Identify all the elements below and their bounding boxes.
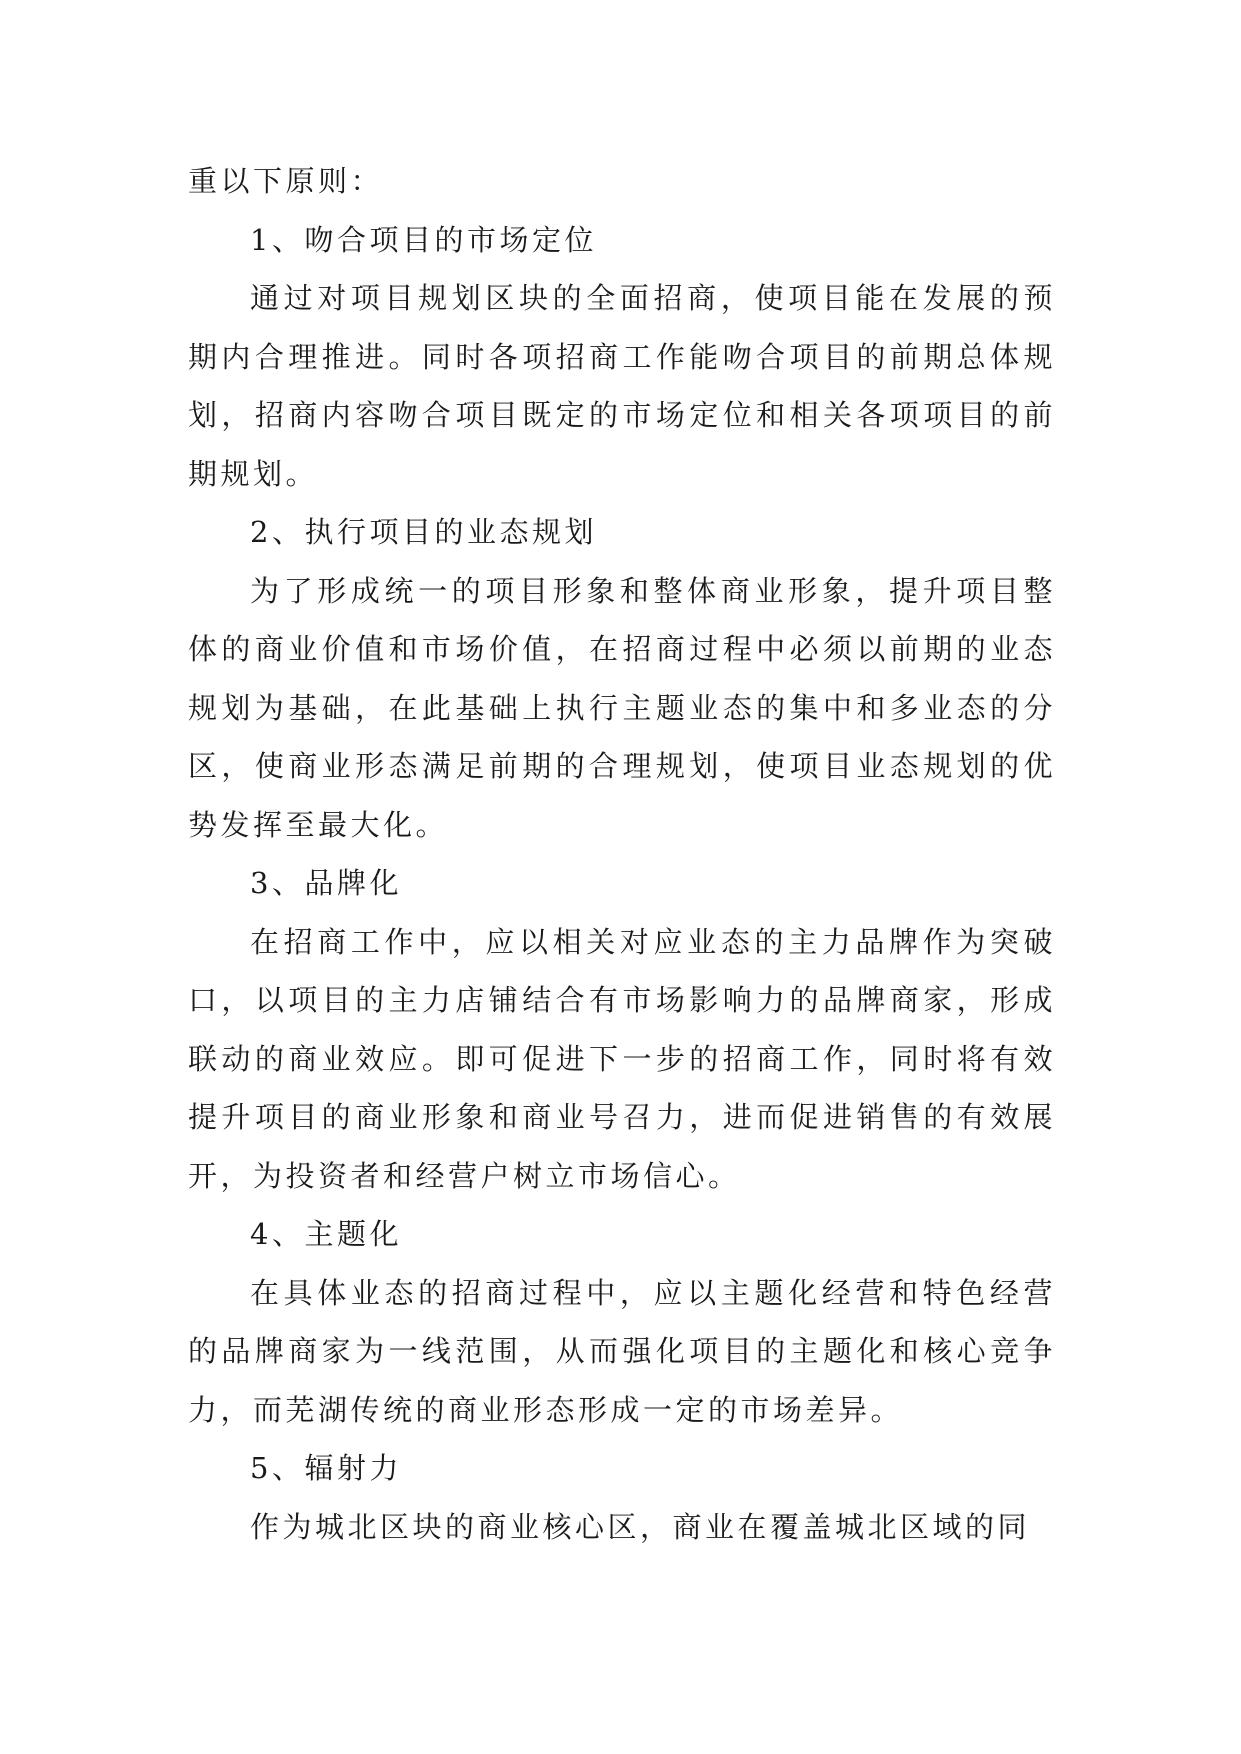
paragraph-market-positioning: 通过对项目规划区块的全面招商，使项目能在发展的预期内合理推进。同时各项招商工作能吻合项目的前期总体规划，招商内容吻合项目既定的市场定位和相关各项项目的前期规划。: [188, 281, 1056, 491]
heading-2-business-planning: 2、执行项目的业态规划: [250, 515, 597, 549]
paragraph-theming: 在具体业态的招商过程中，应以主题化经营和特色经营的品牌商家为一线范围，从而强化项目的主题化和核心竞争力，而芜湖传统的商业形态形成一定的市场差异。: [188, 1275, 1056, 1427]
document-body: [188, 152, 1056, 1556]
heading-3-branding: 3、品牌化: [250, 866, 402, 900]
heading-4-theming: 4、主题化: [250, 1217, 402, 1251]
heading-1-market-positioning: 1、吻合项目的市场定位: [250, 222, 597, 257]
paragraph-business-planning: 为了形成统一的项目形象和整体商业形象，提升项目整体的商业价值和市场价值，在招商过程中必须以前期的业态规划为基础，在此基础上执行主题业态的集中和多业态的分区，使商业形态满足前期的合理规划，使项目业态规划的优势发挥至最大化。: [188, 573, 1056, 842]
paragraph-continuation: 重以下原则：: [188, 164, 384, 198]
heading-5-radiation: 5、辐射力: [250, 1451, 402, 1485]
paragraph-branding: 在招商工作中，应以相关对应业态的主力品牌作为突破口，以项目的主力店铺结合有市场影响力的品牌商家，形成联动的商业效应。即可促进下一步的招商工作，同时将有效提升项目的商业形象和商业号召力，进而促进销售的有效展开，为投资者和经营户树立市场信心。: [188, 924, 1056, 1193]
paragraph-radiation: 作为城北区块的商业核心区，商业在覆盖城北区域的同: [250, 1509, 1031, 1544]
